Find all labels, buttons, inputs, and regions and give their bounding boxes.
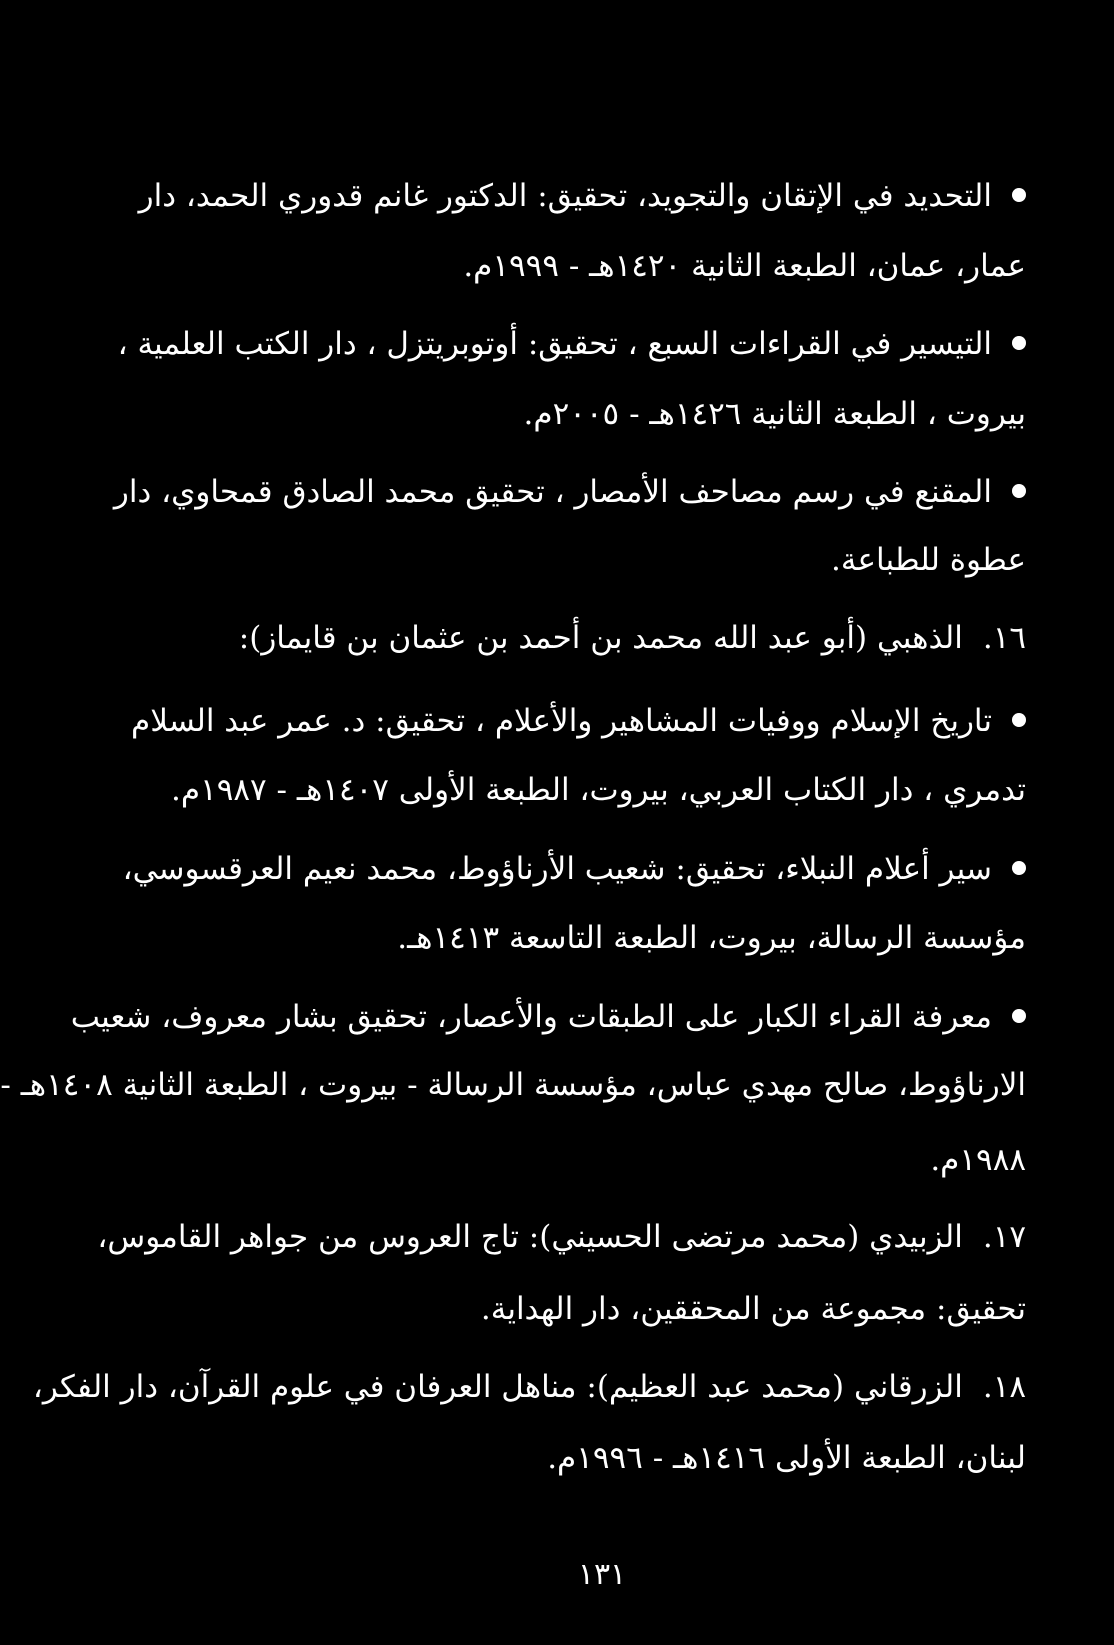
bullet-icon [1012,1009,1026,1023]
page-number: ١٣١ [577,1557,627,1592]
entry-number: ١٨. [982,1369,1026,1405]
entry-4-line-2: تدمري ، دار الكتاب العربي، بيروت، الطبعة الأولى ١٤٠٧هـ - ١٩٨٧م. [171,772,1026,808]
entry-6-line-1 [70,993,1026,1041]
entry-1-line-2: عمار، عمان، الطبعة الثانية ١٤٢٠هـ - ١٩٩٩م. [463,248,1026,284]
bullet-icon [1012,188,1026,202]
entry-5-line-2: مؤسسة الرسالة، بيروت، الطبعة التاسعة ١٤١٣هـ. [397,920,1026,956]
entry-6-line-3: ١٩٨٨م. [930,1142,1026,1178]
entry-5-line-1 [122,845,1026,893]
entry-2-line-1 [117,320,1026,368]
entry-17-line-2: تحقيق: مجموعة من المحققين، دار الهداية. [480,1291,1026,1327]
entry-text: الزرقاني (محمد عبد العظيم): مناهل العرفان في علوم القرآن، دار الفكر، [32,1369,963,1405]
entry-text: الزبيدي (محمد مرتضى الحسيني): تاج العروس من جواهر القاموس، [97,1219,963,1255]
entry-6-line-2: الارناؤوط، صالح مهدي عباس، مؤسسة الرسالة - بيروت ، الطبعة الثانية ١٤٠٨هـ - [0,1067,1026,1103]
entry-2-line-2: بيروت ، الطبعة الثانية ١٤٢٦هـ - ٢٠٠٥م. [523,396,1026,432]
entry-4-line-1 [131,697,1026,745]
entry-text: المقنع في رسم مصاحف الأمصار ، تحقيق محمد الصادق قمحاوي، دار [113,474,992,510]
entry-text: الذهبي (أبو عبد الله محمد بن أحمد بن عثمان بن قايماز): [238,620,963,656]
bullet-icon [1012,484,1026,498]
entry-number: ١٧. [982,1219,1026,1255]
entry-text: التحديد في الإتقان والتجويد، تحقيق: الدكتور غانم قدوري الحمد، دار [138,178,992,214]
entry-text: سير أعلام النبلاء، تحقيق: شعيب الأرناؤوط، محمد نعيم العرقسوسي، [122,851,992,887]
bullet-icon [1012,336,1026,350]
entry-1-line-1 [138,172,1026,220]
entry-text: تاريخ الإسلام ووفيات المشاهير والأعلام ، تحقيق: د. عمر عبد السلام [131,703,992,739]
entry-17-line-1 [97,1213,1026,1261]
entry-3-line-2: عطوة للطباعة. [831,542,1026,578]
entry-18-line-1 [32,1363,1026,1411]
entry-3-line-1 [113,468,1026,516]
entry-16-heading [160,614,1026,662]
entry-18-line-2: لبنان، الطبعة الأولى ١٤١٦هـ - ١٩٩٦م. [547,1440,1026,1476]
bullet-icon [1012,861,1026,875]
entry-number: ١٦. [982,620,1026,656]
bullet-icon [1012,713,1026,727]
entry-text: معرفة القراء الكبار على الطبقات والأعصار، تحقيق بشار معروف، شعيب [70,999,992,1035]
entry-text: التيسير في القراءات السبع ، تحقيق: أوتوبريتزل ، دار الكتب العلمية ، [117,326,992,362]
